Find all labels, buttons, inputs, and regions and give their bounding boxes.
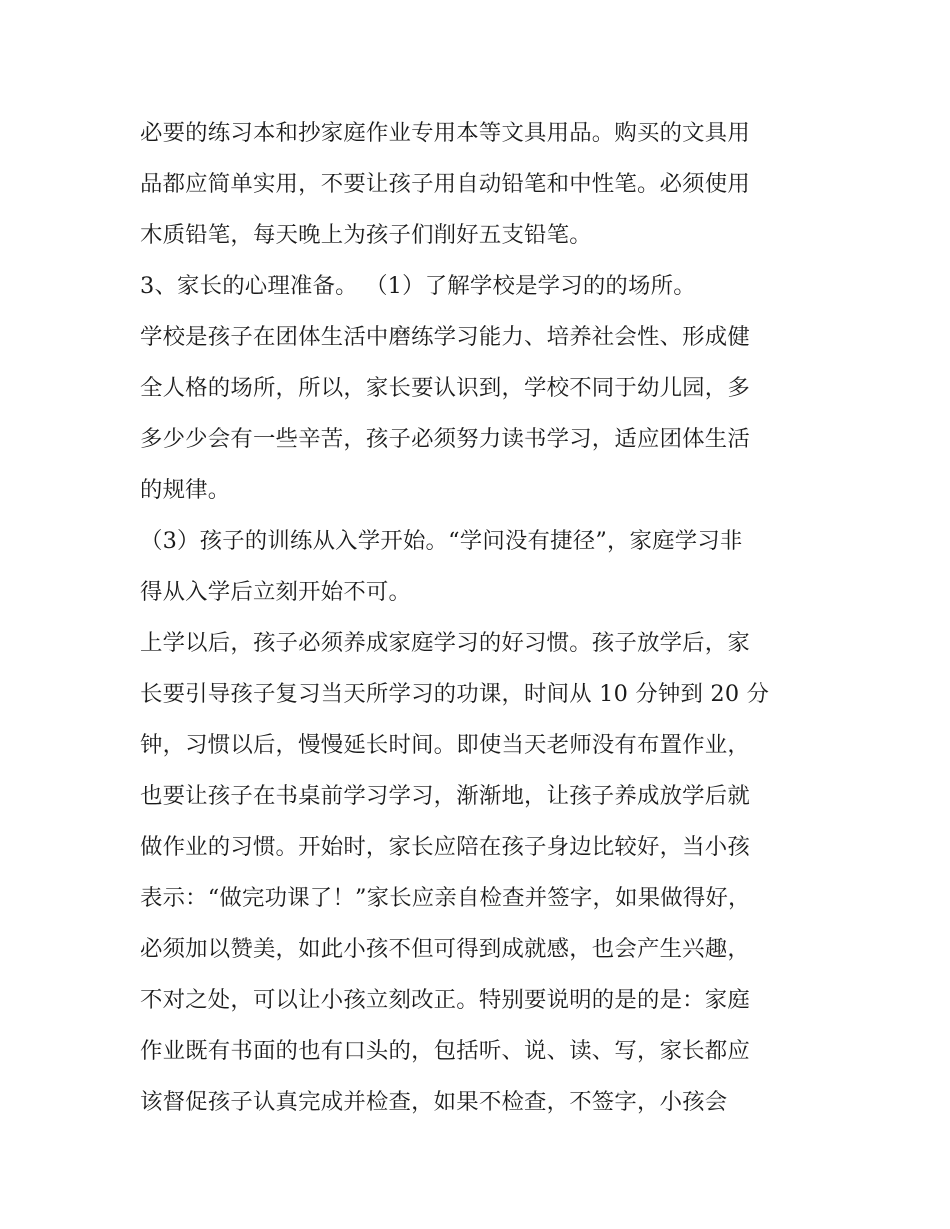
text-line: 全人格的场所，所以，家长要认识到，学校不同于幼儿园，多 bbox=[140, 375, 750, 401]
text-line: 长要引导孩子复习当天所学习的功课，时间从 10 分钟到 20 分 bbox=[140, 681, 770, 707]
text-line: 上学以后，孩子必须养成家庭学习的好习惯。孩子放学后，家 bbox=[140, 630, 750, 656]
document-body bbox=[140, 108, 812, 1128]
text-line: 该督促孩子认真完成并检查，如果不检查，不签字，小孩会 bbox=[140, 1089, 728, 1115]
paragraph-stationery bbox=[140, 108, 812, 261]
section-heading-line: 3、家长的心理准备。 （1）了解学校是学习的的场所。 bbox=[140, 273, 696, 299]
text-line: 做作业的习惯。开始时，家长应陪在孩子身边比较好，当小孩 bbox=[140, 834, 750, 860]
text-line: 必要的练习本和抄家庭作业专用本等文具用品。购买的文具用 bbox=[140, 120, 750, 146]
text-line: （3）孩子的训练从入学开始。“学问没有捷径”，家庭学习非 bbox=[140, 528, 743, 554]
text-line: 多少少会有一些辛苦，孩子必须努力读书学习，适应团体生活 bbox=[140, 426, 750, 452]
text-line: 木质铅笔，每天晚上为孩子们削好五支铅笔。 bbox=[140, 222, 592, 248]
text-line: 也要让孩子在书桌前学习学习，渐渐地，让孩子养成放学后就 bbox=[140, 783, 750, 809]
text-line: 品都应简单实用，不要让孩子用自动铅笔和中性笔。必须使用 bbox=[140, 171, 750, 197]
text-line: 得从入学后立刻开始不可。 bbox=[140, 579, 412, 605]
text-line: 学校是孩子在团体生活中磨练学习能力、培养社会性、形成健 bbox=[140, 324, 750, 350]
paragraph-school-purpose bbox=[140, 312, 812, 516]
text-line: 不对之处，可以让小孩立刻改正。特别要说明的是的是：家庭 bbox=[140, 987, 750, 1013]
text-line: 的规律。 bbox=[140, 477, 231, 503]
paragraph-training-start bbox=[140, 516, 812, 618]
text-line: 作业既有书面的也有口头的，包括听、说、读、写，家长都应 bbox=[140, 1038, 750, 1064]
paragraph-home-study bbox=[140, 618, 812, 1128]
text-line: 钟，习惯以后，慢慢延长时间。即使当天老师没有布置作业， bbox=[140, 732, 750, 758]
text-line: 表示：“做完功课了！”家长应亲自检查并签字，如果做得好， bbox=[140, 885, 751, 911]
paragraph-section-heading bbox=[140, 261, 812, 312]
text-line: 必须加以赞美，如此小孩不但可得到成就感，也会产生兴趣， bbox=[140, 936, 750, 962]
